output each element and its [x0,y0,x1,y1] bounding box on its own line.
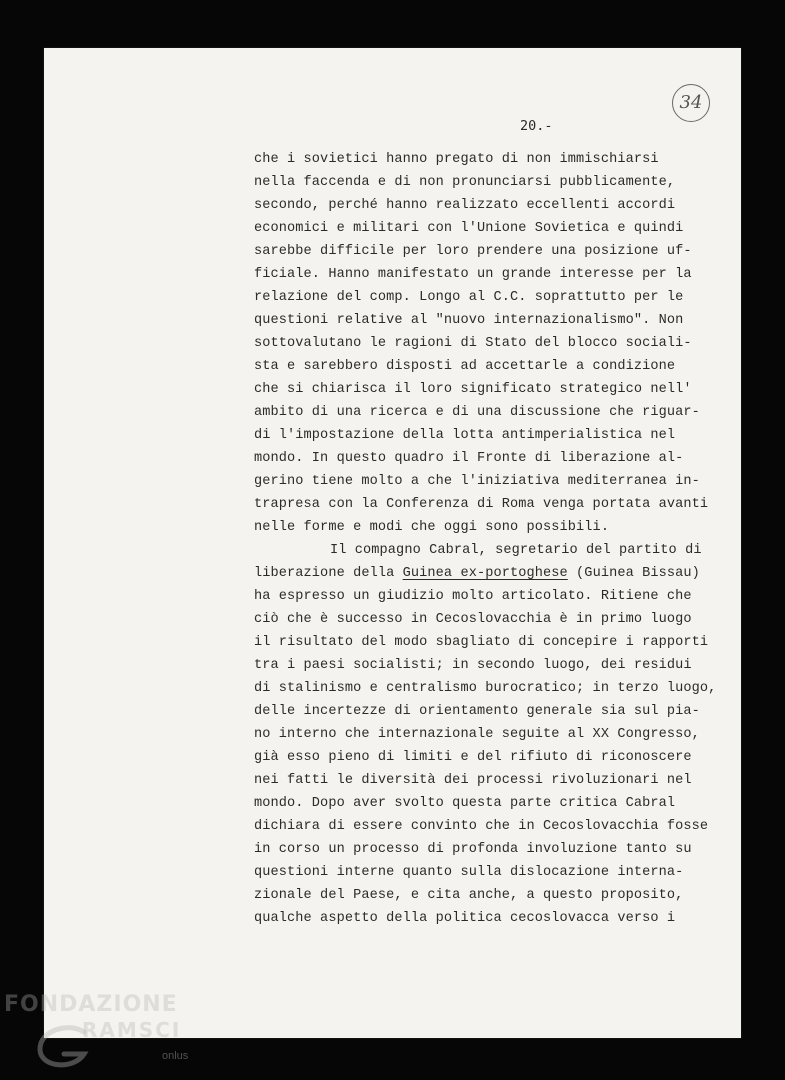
body-line: ficiale. Hanno manifestato un grande interesse per la [254,267,692,282]
body-line: gerino tiene molto a che l'iniziativa mediterranea in- [254,474,700,489]
body-line: dichiara di essere convinto che in Cecoslovacchia fosse [254,819,709,834]
watermark-onlus: onlus [162,1050,189,1062]
watermark-line1: FONDAZIONE [4,992,178,1017]
underlined-text: Guinea ex-portoghese [402,566,568,581]
body-line: di l'impostazione della lotta antimperialistica nel [254,428,676,443]
document-page [44,48,741,1038]
body-line: ambito di una ricerca e di una discussione che riguar- [254,405,700,420]
archive-stamp: 34 [672,84,710,122]
body-line: secondo, perché hanno realizzato eccellenti accordi [254,198,676,213]
page-number: 20.- [520,118,553,134]
body-line: questioni interne quanto sulla dislocazione interna- [254,865,684,880]
document-body [254,148,717,930]
body-line: nella faccenda e di non pronunciarsi pubblicamente, [254,175,676,190]
body-line: economici e militari con l'Unione Sovietica e quindi [254,221,684,236]
body-line: di stalinismo e centralismo burocratico; in terzo luogo, [254,681,717,696]
body-line: nei fatti le diversità dei processi rivoluzionari nel [254,773,692,788]
body-line: che si chiarisca il loro significato strategico nell' [254,382,692,397]
body-line: nelle forme e modi che oggi sono possibili. [254,520,610,535]
body-line: già esso pieno di limiti e del rifiuto di riconoscere [254,750,692,765]
body-line: mondo. Dopo aver svolto questa parte critica Cabral [254,796,676,811]
text-segment: (Guinea Bissau) [567,566,700,581]
body-line: trapresa con la Conferenza di Roma venga portata avanti [254,497,709,512]
body-line: relazione del comp. Longo al C.C. soprattutto per le [254,290,684,305]
body-line: delle incertezze di orientamento generale sia sul pia- [254,704,700,719]
watermark-line2: RAMSCI [82,1018,182,1042]
body-line: zionale del Paese, e cita anche, a questo proposito, [254,888,684,903]
body-line: qualche aspetto della politica cecoslovacca verso i [254,911,676,926]
body-line: ciò che è successo in Cecoslovacchia è in primo luogo [254,612,692,627]
body-line: sarebbe difficile per loro prendere una posizione uf- [254,244,692,259]
body-line-with-underline [254,562,714,585]
paragraph-start-line: Il compagno Cabral, segretario del partito di [330,543,702,558]
body-line: sta e sarebbero disposti ad accettarle a condizione [254,359,676,374]
body-line: che i sovietici hanno pregato di non immischiarsi [254,152,659,167]
body-line: il risultato del modo sbagliato di concepire i rapporti [254,635,709,650]
body-line: ha espresso un giudizio molto articolato. Ritiene che [254,589,692,604]
body-line: in corso un processo di profonda involuzione tanto su [254,842,692,857]
body-line: tra i paesi socialisti; in secondo luogo, dei residui [254,658,692,673]
body-line: questioni relative al "nuovo internazionalismo". Non [254,313,684,328]
body-line: sottovalutano le ragioni di Stato del blocco sociali- [254,336,692,351]
text-segment: liberazione della [254,566,403,581]
body-line: no interno che internazionale seguite al XX Congresso, [254,727,700,742]
fondazione-gramsci-watermark [4,992,204,1076]
body-line: mondo. In questo quadro il Fronte di liberazione al- [254,451,684,466]
